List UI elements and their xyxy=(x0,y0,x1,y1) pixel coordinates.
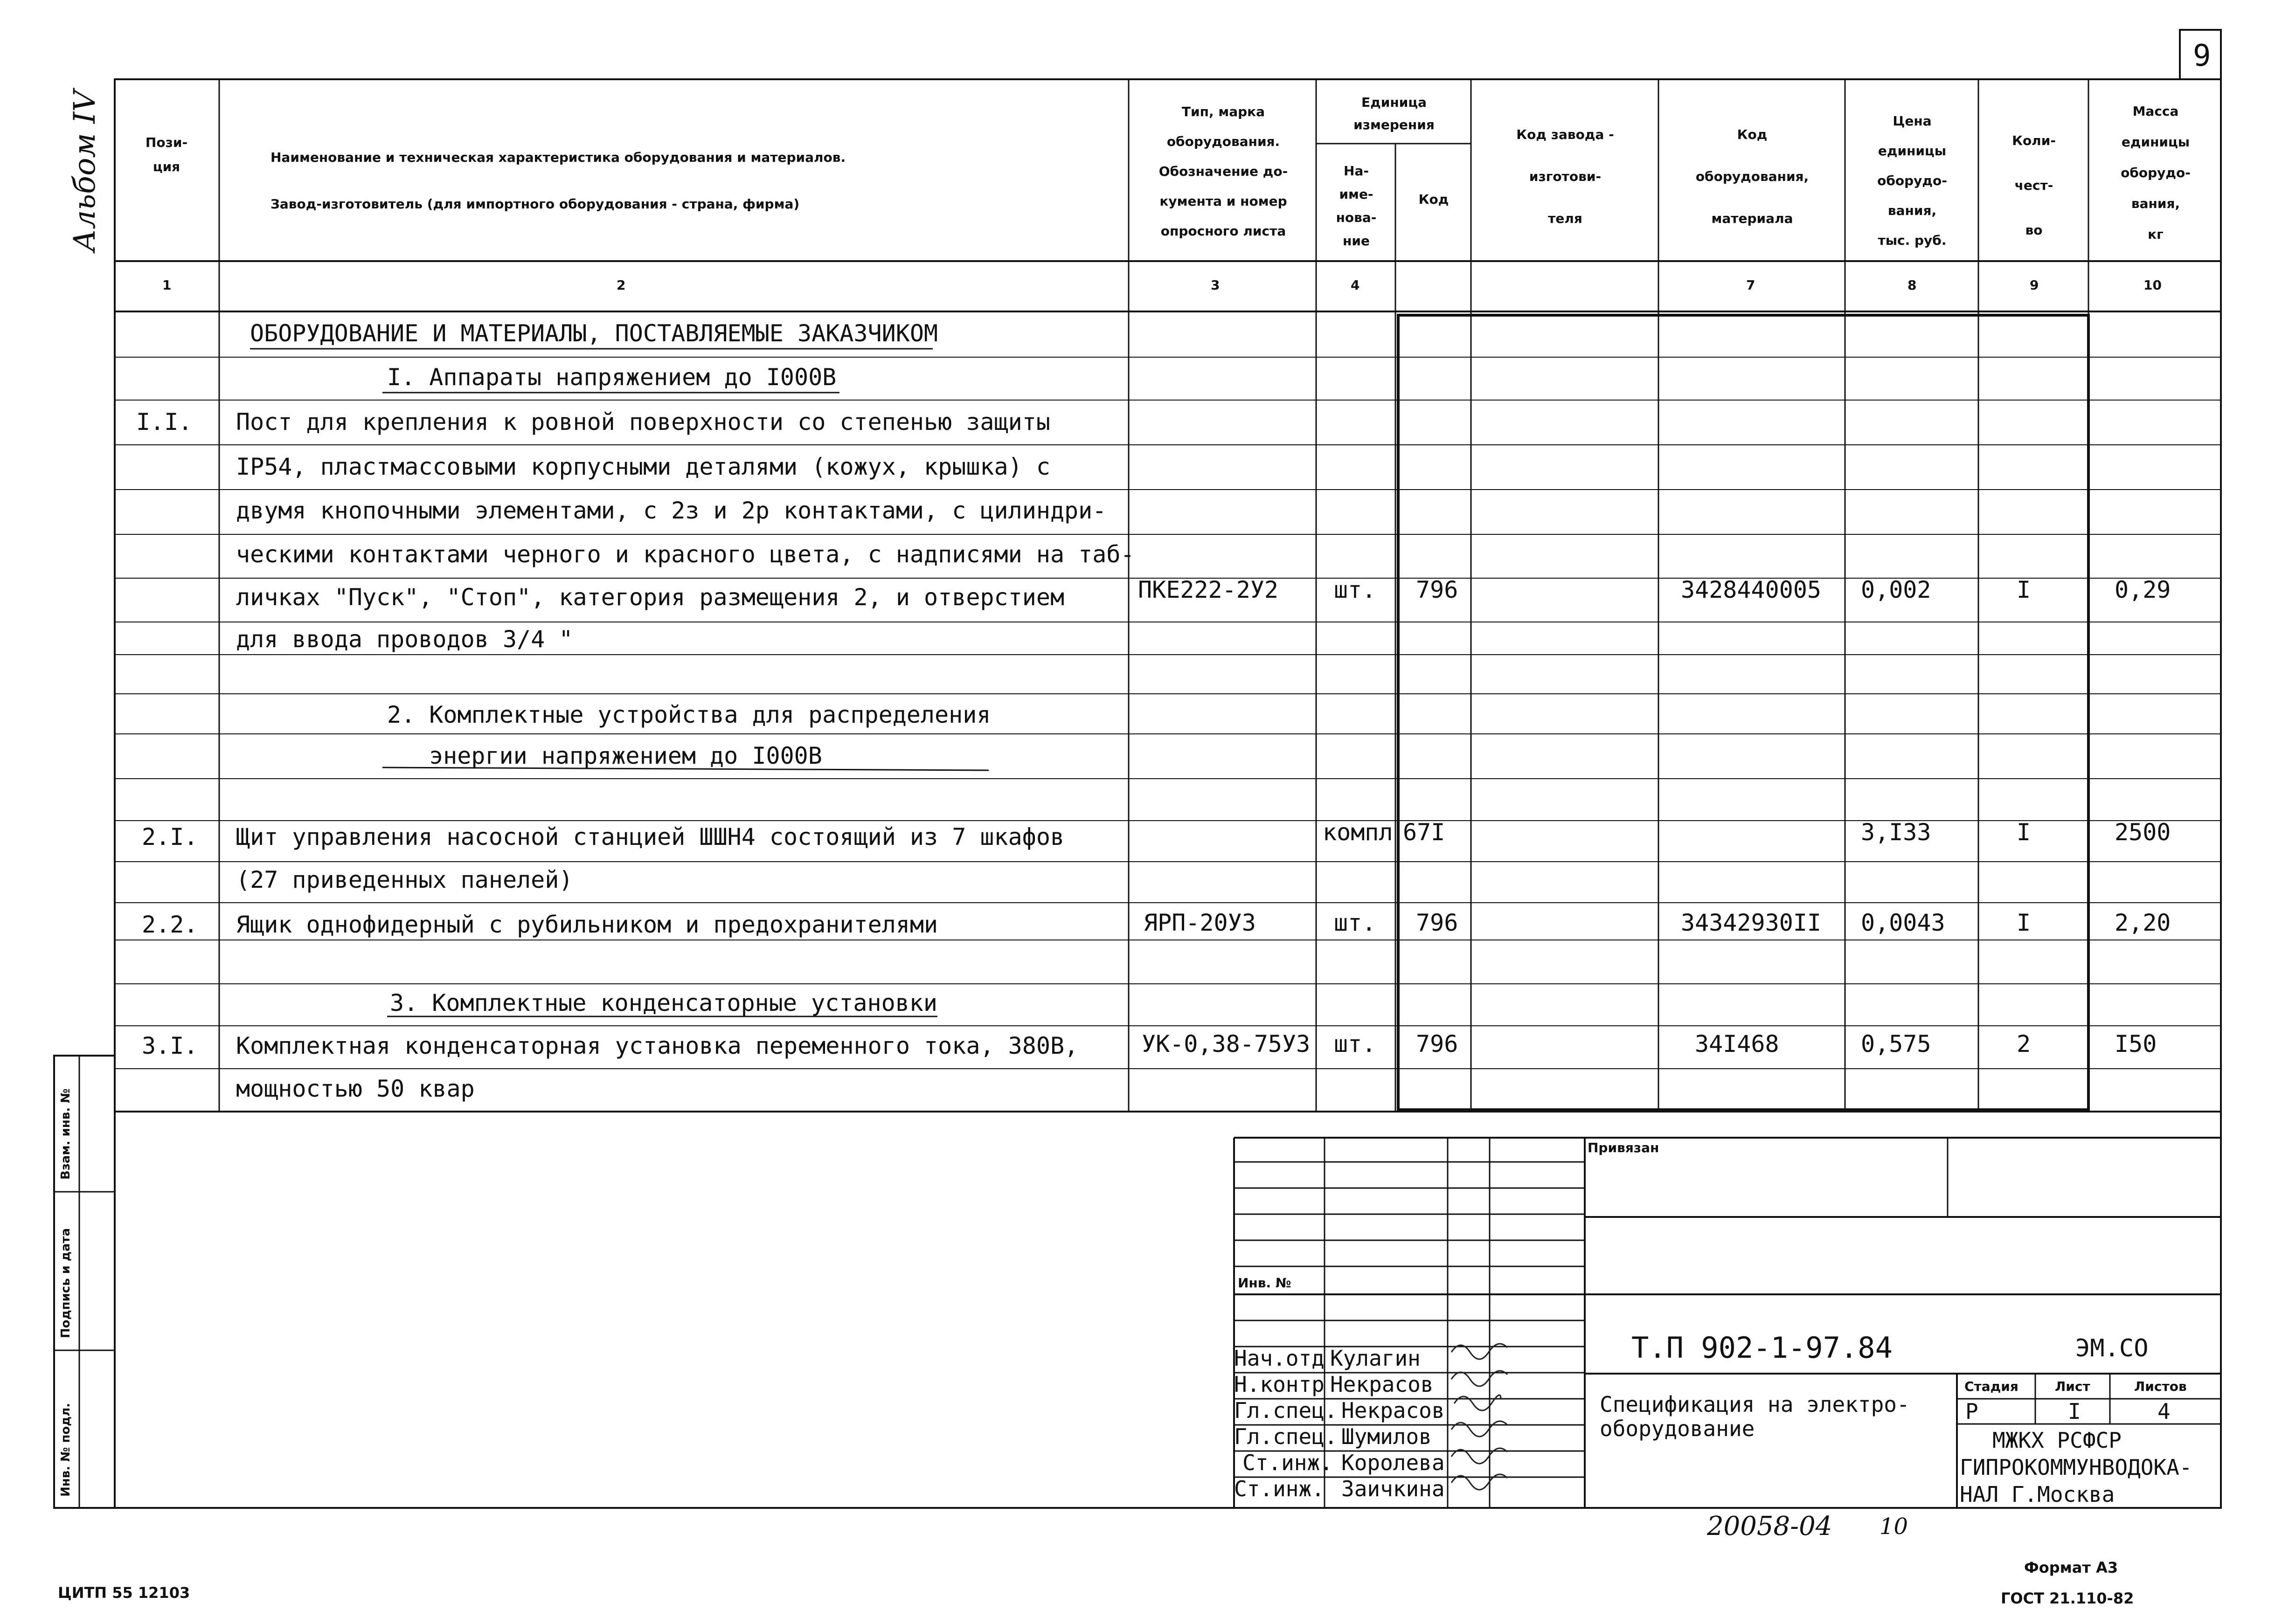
handwritten-number: 20058-04 xyxy=(1707,1511,1832,1541)
sheet-value: I xyxy=(2068,1399,2081,1424)
row14-equip-code: 34342930II xyxy=(1681,909,1822,936)
row18-name: мощностью 50 квар xyxy=(236,1075,475,1102)
hdr-col10-l3: оборудо- xyxy=(2121,165,2191,180)
gost-label: ГОСТ 21.110-82 xyxy=(2001,1589,2134,1607)
hdr-col10-l5: кг xyxy=(2148,227,2164,242)
hdr-col7-l1: Код xyxy=(1737,127,1768,142)
row13-name: (27 приведенных панелей) xyxy=(236,866,573,893)
hdr-unit-l1: Единица xyxy=(1361,95,1427,110)
print-mark: ЦИТП 55 12103 xyxy=(58,1584,190,1602)
row14-qty: I xyxy=(2017,909,2031,936)
row12-qty: I xyxy=(2017,819,2031,846)
org-l1: МЖКХ РСФСР xyxy=(1992,1428,2122,1453)
row5-name: ческими контактами черного и красного цвета, с надписями на таб- xyxy=(236,541,1135,568)
row17-name: Комплектная конденсаторная установка переменного тока, 380В, xyxy=(236,1032,1079,1059)
hdr-col10-l4: вания, xyxy=(2131,196,2180,211)
doc-title-l2: оборудование xyxy=(1600,1416,1755,1441)
row12-code: 67I xyxy=(1403,819,1445,846)
side-label-replace: Взам. инв. № xyxy=(59,1088,73,1180)
colnum-9: 9 xyxy=(2030,277,2039,293)
row17-code: 796 xyxy=(1416,1030,1458,1057)
stamp-inv-no: Инв. № xyxy=(1238,1275,1291,1291)
hdr-col2-l2: Завод-изготовитель (для импортного оборудования - страна, фирма) xyxy=(271,196,800,212)
hdr-col6-l1: Код завода - xyxy=(1516,127,1614,142)
row12-unit: компл xyxy=(1323,819,1393,846)
signer-name-4: Королева xyxy=(1341,1450,1445,1475)
hdr-col9-l2: чест- xyxy=(2014,178,2053,193)
hdr-col4-l1: На- xyxy=(1344,163,1369,179)
org-l2: ГИПРОКОММУНВОДОКА- xyxy=(1960,1455,2192,1480)
hdr-col1-l1: Пози- xyxy=(145,135,188,150)
colnum-4: 4 xyxy=(1351,277,1360,293)
hdr-col8-l2: единицы xyxy=(1878,143,1947,159)
hdr-col3-l3: Обозначение до- xyxy=(1158,164,1288,179)
row17-equip-code: 34I468 xyxy=(1695,1030,1779,1057)
row6-price: 0,002 xyxy=(1861,576,1931,603)
colnum-7: 7 xyxy=(1746,277,1755,293)
row6-mass: 0,29 xyxy=(2115,576,2171,603)
row0-name: ОБОРУДОВАНИЕ И МАТЕРИАЛЫ, ПОСТАВЛЯЕМЫЕ ЗАКАЗЧИКОМ xyxy=(250,320,938,347)
colnum-8: 8 xyxy=(1907,277,1917,293)
row6-qty: I xyxy=(2017,576,2031,603)
hdr-col2-l1: Наименование и техническая характеристика оборудования и материалов. xyxy=(271,150,846,165)
hdr-col5: Код xyxy=(1418,192,1449,207)
row6-equip-code: 3428440005 xyxy=(1681,576,1822,603)
hdr-col4-l2: име- xyxy=(1339,187,1373,202)
hdr-unit-l2: измерения xyxy=(1353,117,1435,132)
row14-mass: 2,20 xyxy=(2115,909,2171,936)
project-code: Т.П 902-1-97.84 xyxy=(1631,1331,1893,1365)
stage-value: Р xyxy=(1965,1399,1978,1424)
hdr-col3-l5: опросного листа xyxy=(1160,223,1286,239)
signer-role-5: Ст.инж. xyxy=(1234,1476,1325,1501)
doc-title xyxy=(1600,1392,1910,1441)
doc-title-l1: Спецификация на электро- xyxy=(1600,1392,1910,1417)
organization xyxy=(1960,1427,2192,1508)
colnum-2: 2 xyxy=(617,277,626,293)
signer-role-2: Гл.спец. xyxy=(1234,1398,1338,1423)
signer-name-1: Некрасов xyxy=(1330,1372,1434,1397)
hdr-col9-l1: Коли- xyxy=(2012,133,2056,148)
row9-name: 2. Комплектные устройства для распределения xyxy=(387,701,991,728)
row17-unit: шт. xyxy=(1334,1030,1376,1057)
hdr-col7-l3: материала xyxy=(1711,211,1793,226)
row10-name: энергии напряжением до I000В xyxy=(429,742,822,769)
hdr-col6-l2: изготови- xyxy=(1529,169,1602,184)
row17-type: УК-0,38-75У3 xyxy=(1142,1030,1311,1057)
signer-name-0: Кулагин xyxy=(1330,1346,1421,1371)
signer-name-2: Некрасов xyxy=(1341,1398,1445,1423)
hdr-col4-l3: нова- xyxy=(1336,210,1377,225)
row6-code: 796 xyxy=(1416,576,1458,603)
row2-pos: I.I. xyxy=(136,408,193,435)
hdr-col8-l5: тыс. руб. xyxy=(1878,233,1947,248)
row14-code: 796 xyxy=(1416,909,1458,936)
hdr-col3-l4: кумента и номер xyxy=(1159,193,1287,209)
colnum-1: 1 xyxy=(162,277,172,293)
row4-name: двумя кнопочными элементами, с 2з и 2р контактами, с цилиндри- xyxy=(236,497,1107,524)
row12-pos: 2.I. xyxy=(142,823,198,850)
colnum-10: 10 xyxy=(2143,277,2162,293)
row14-name: Ящик однофидерный с рубильником и предохранителями xyxy=(236,911,938,938)
stamp-linked: Привязан xyxy=(1588,1140,1659,1155)
hdr-col3-l2: оборудования. xyxy=(1166,134,1280,149)
album-label: Альбом IV xyxy=(68,90,102,252)
row14-pos: 2.2. xyxy=(142,911,198,938)
side-label-inv: Инв. № подл. xyxy=(59,1403,73,1497)
row14-unit: шт. xyxy=(1334,909,1376,936)
row12-name: Щит управления насосной станцией ШШН4 состоящий из 7 шкафов xyxy=(236,823,1065,850)
hdr-col10-l1: Масса xyxy=(2132,104,2179,119)
row7-name: для ввода проводов 3/4 " xyxy=(236,626,573,653)
sheets-value: 4 xyxy=(2157,1399,2171,1424)
org-l3: НАЛ Г.Москва xyxy=(1960,1482,2115,1507)
row17-price: 0,575 xyxy=(1861,1030,1931,1057)
format-label: Формат А3 xyxy=(2024,1559,2118,1576)
side-label-signature: Подпись и дата xyxy=(59,1228,73,1338)
hdr-col8-l1: Цена xyxy=(1893,113,1932,129)
hdr-col3-l1: Тип, марка xyxy=(1181,104,1265,119)
hdr-col1-l2: ция xyxy=(153,159,180,174)
row17-mass: I50 xyxy=(2115,1030,2157,1057)
row12-price: 3,I33 xyxy=(1861,819,1931,846)
row6-unit: шт. xyxy=(1334,576,1376,603)
row6-name: личках "Пуск", "Стоп", категория размещения 2, и отверстием xyxy=(236,584,1065,611)
colnum-3: 3 xyxy=(1211,277,1220,293)
hdr-col8-l3: оборудо- xyxy=(1877,173,1947,188)
sheet-code: ЭМ.СО xyxy=(2075,1334,2149,1362)
sheet-label: Лист xyxy=(2055,1379,2090,1394)
row14-price: 0,0043 xyxy=(1861,909,1945,936)
hdr-col6-l3: теля xyxy=(1548,211,1582,226)
signer-role-4: Ст.инж. xyxy=(1242,1450,1333,1475)
hdr-col8-l4: вания, xyxy=(1887,203,1937,218)
hdr-col4-l4: ние xyxy=(1343,233,1370,249)
signer-name-5: Заичкина xyxy=(1341,1476,1445,1501)
hdr-col10-l2: единицы xyxy=(2121,134,2190,150)
hdr-col9-l3: во xyxy=(2025,222,2043,238)
sheets-label: Листов xyxy=(2134,1379,2187,1394)
row1-name: I. Аппараты напряжением до I000В xyxy=(387,364,837,391)
signer-name-3: Шумилов xyxy=(1341,1424,1432,1449)
row17-pos: 3.I. xyxy=(142,1032,198,1059)
row14-type: ЯРП-20У3 xyxy=(1144,909,1256,936)
row6-type: ПКЕ222-2У2 xyxy=(1138,576,1279,603)
row3-name: IP54, пластмассовыми корпусными деталями (кожух, крышка) с xyxy=(236,453,1050,480)
row12-mass: 2500 xyxy=(2115,819,2171,846)
row17-qty: 2 xyxy=(2017,1030,2031,1057)
row16-name: 3. Комплектные конденсаторные установки xyxy=(390,989,937,1016)
signer-role-3: Гл.спец. xyxy=(1234,1424,1338,1449)
row2-name: Пост для крепления к ровной поверхности со степенью защиты xyxy=(236,408,1050,435)
page-number: 9 xyxy=(2193,39,2211,73)
stage-label: Стадия xyxy=(1964,1379,2018,1394)
hdr-col7-l2: оборудования, xyxy=(1695,169,1809,184)
signer-role-0: Нач.отд xyxy=(1234,1346,1325,1371)
signer-role-1: Н.контр xyxy=(1234,1372,1325,1397)
handwritten-number-2: 10 xyxy=(1880,1513,1908,1540)
